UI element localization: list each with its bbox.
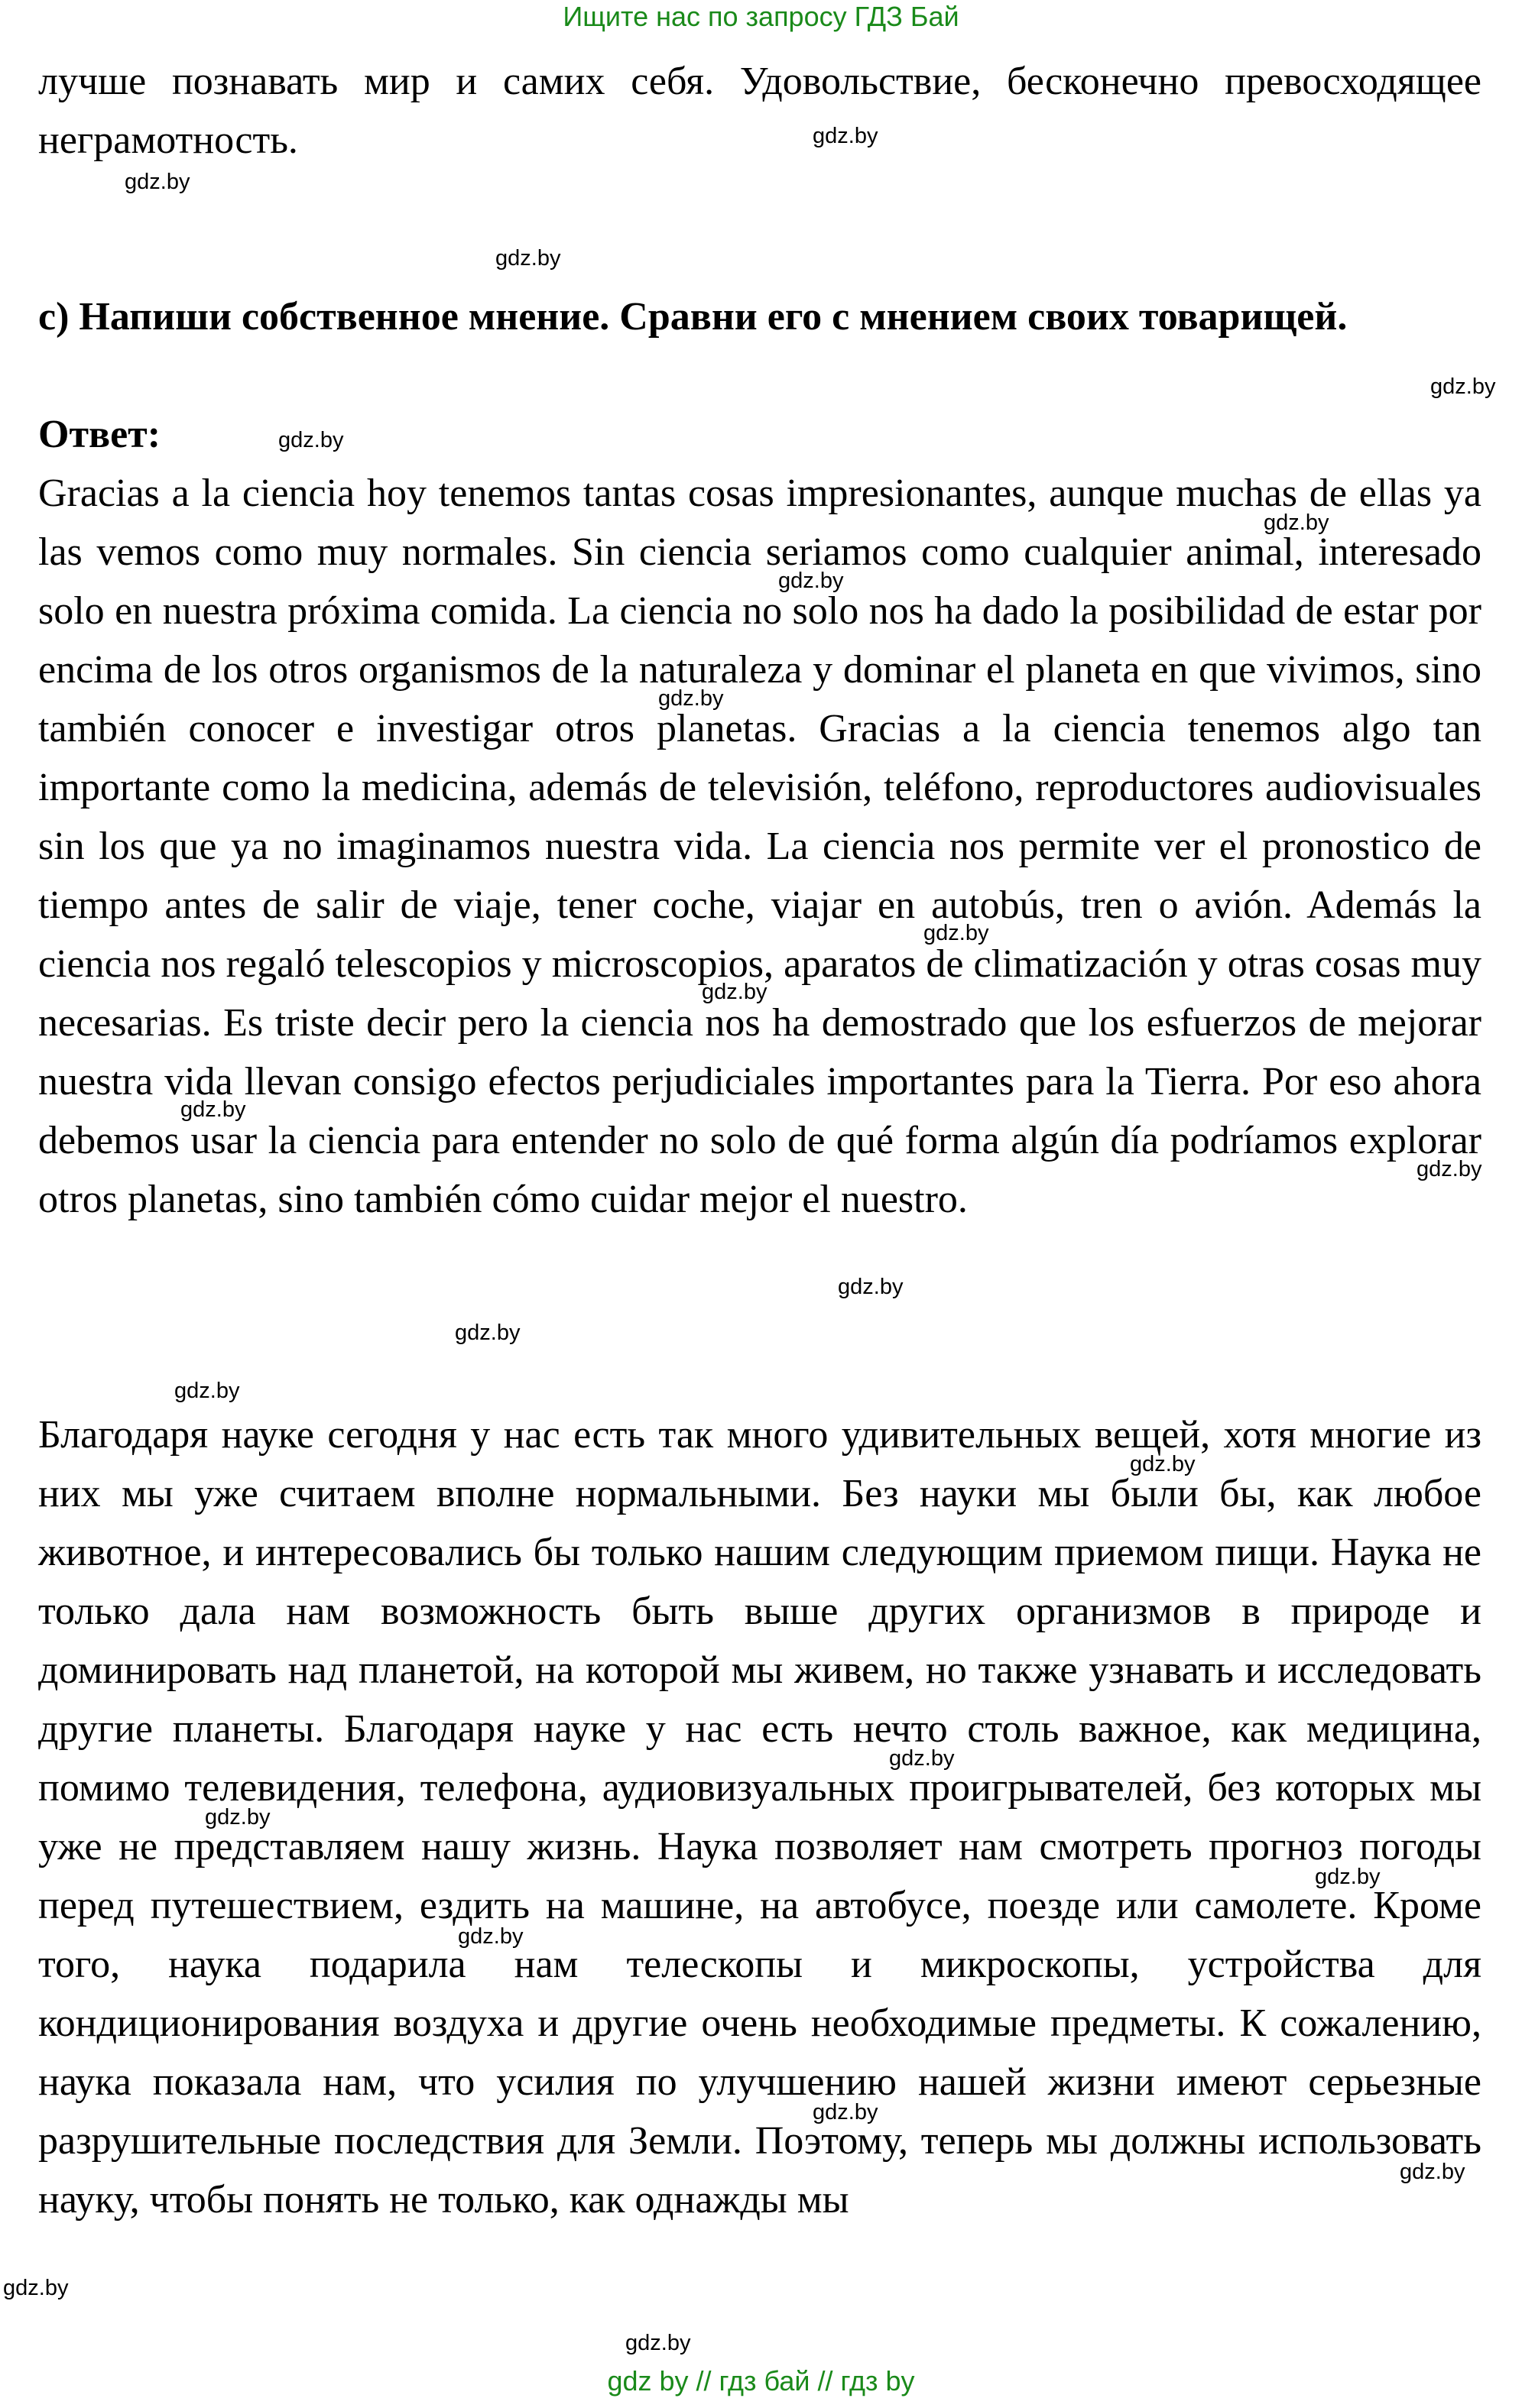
- watermark: gdz.by: [1400, 2160, 1465, 2184]
- spanish-answer-paragraph: Gracias a la ciencia hoy tenemos tantas cosas impresionantes, aunque muchas de ellas ya las vemos como muy normales. Sin ciencia seriamos como cualquier animal, interesado solo en nuestra próxima comida. La ciencia no solo nos ha dado la posibilidad de estar por encima de los otros organismos de la naturaleza y dominar el planeta en que vivimos, sino también conocer e investigar otros planetas. Gracias a la ciencia tenemos algo tan importante como la medicina, además de televisión, teléfono, reproductores audiovisuales sin los que ya no imaginamos nuestra vida. La ciencia nos permite ver el pronostico de tiempo antes de salir de viaje, tener coche, viajar en autobús, tren o avión. Además la ciencia nos regaló telescopios y microscopios, aparatos de climatización y otras cosas muy necesarias. Es triste decir pero la ciencia nos ha demostrado que los esfuerzos de mejorar nuestra vida llevan consigo efectos perjudiciales importantes para la Tierra. Por eso ahora debemos usar la ciencia para entender no solo de qué forma algún día podríamos explorar otros planetas, sino también cómo cuidar mejor el nuestro.: [38, 472, 1481, 1221]
- watermark: gdz.by: [658, 686, 724, 711]
- watermark: gdz.by: [923, 921, 989, 945]
- watermark: gdz.by: [1130, 1452, 1196, 1476]
- watermark: gdz.by: [838, 1275, 904, 1299]
- answer-label: Ответ:: [38, 413, 161, 456]
- watermark: gdz.by: [180, 1097, 246, 1122]
- watermark: gdz.by: [174, 1379, 240, 1403]
- watermark: gdz.by: [125, 170, 190, 194]
- watermark: gdz.by: [458, 1924, 524, 1949]
- bottom-banner: gdz by // гдз бай // гдз by: [607, 2365, 915, 2397]
- watermark: gdz.by: [1417, 1157, 1482, 1181]
- top-banner: Ищите нас по запросу ГДЗ Бай: [563, 1, 959, 32]
- watermark: gdz.by: [889, 1746, 955, 1771]
- intro-paragraph: лучше познавать мир и самих себя. Удовольствие, бесконечно превосходящее неграмотность.: [38, 60, 1481, 162]
- watermark: gdz.by: [702, 980, 767, 1004]
- task-heading: с) Напиши собственное мнение. Сравни его с мнением своих товарищей.: [38, 295, 1348, 339]
- watermark: gdz.by: [3, 2276, 69, 2300]
- watermark: gdz.by: [625, 2331, 691, 2355]
- russian-translation-paragraph: Благодаря науке сегодня у нас есть так много удивительных вещей, хотя многие из них мы уже считаем вполне нормальными. Без науки мы были бы, как любое животное, и интересовались бы только нашим следующим приемом пищи. Наука не только дала нам возможность быть выше других организмов в природе и доминировать над планетой, на которой мы живем, но также узнавать и исследовать другие планеты. Благодаря науке у нас есть нечто столь важное, как медицина, помимо телевидения, телефона, аудиовизуальных проигрывателей, без которых мы уже не представляем нашу жизнь. Наука позволяет нам смотреть прогноз погоды перед путешествием, ездить на машине, на автобусе, поезде или самолете. Кроме того, наука подарила нам телескопы и микроскопы, устройства для кондиционирования воздуха и другие очень необходимые предметы. К сожалению, наука показала нам, что усилия по улучшению нашей жизни имеют серьезные разрушительные последствия для Земли. Поэтому, теперь мы должны использовать науку, чтобы понять не только, как однажды мы: [38, 1413, 1481, 2222]
- watermark: gdz.by: [1264, 510, 1329, 535]
- watermark: gdz.by: [278, 428, 344, 452]
- watermark: gdz.by: [205, 1805, 271, 1829]
- watermark: gdz.by: [813, 124, 878, 148]
- watermark: gdz.by: [778, 569, 844, 593]
- watermark: gdz.by: [813, 2100, 878, 2124]
- watermark: gdz.by: [1430, 374, 1496, 399]
- watermark: gdz.by: [1315, 1865, 1381, 1889]
- watermark: gdz.by: [495, 246, 561, 271]
- watermark: gdz.by: [455, 1321, 521, 1345]
